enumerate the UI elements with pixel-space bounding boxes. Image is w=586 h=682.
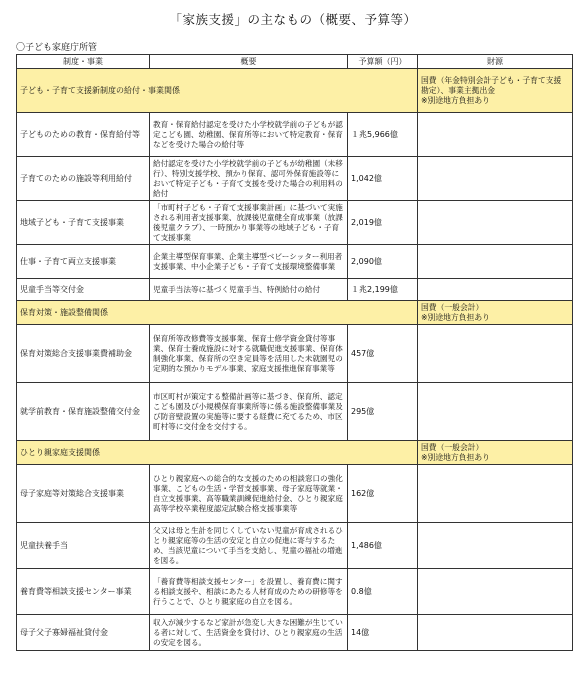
funding-source	[418, 615, 573, 651]
funding-source	[418, 523, 573, 569]
program-name: 保育対策総合支援事業費補助金	[17, 325, 150, 383]
table-row	[17, 245, 573, 279]
table-row	[17, 325, 573, 383]
funding-source: 国費（年金特別会計子ども・子育て支援勘定）、事業主拠出金 ※別途地方負担あり	[418, 69, 573, 113]
funding-source	[418, 279, 573, 301]
program-summary: 「養育費等相談支援センター」を設置し、養育費に関する相談支援や、相談にあたる人材育成のための研修等を行うことで、ひとり親家庭の自立を図る。	[150, 569, 348, 615]
table-row	[17, 615, 573, 651]
budget-amount: 0.8億	[348, 569, 418, 615]
table-row	[17, 569, 573, 615]
header-program: 制度・事業	[17, 55, 150, 69]
funding-source: 国費（一般会計） ※別途地方負担あり	[418, 441, 573, 465]
category-name: ひとり親家庭支援関係	[17, 441, 418, 465]
category-row	[17, 69, 573, 113]
budget-amount: 1,042億	[348, 157, 418, 201]
budget-amount: 162億	[348, 465, 418, 523]
table-row	[17, 279, 573, 301]
header-source: 財源	[418, 55, 573, 69]
program-name: 母子父子寡婦福祉貸付金	[17, 615, 150, 651]
program-name: 児童手当等交付金	[17, 279, 150, 301]
program-summary: 給付認定を受けた小学校就学前の子どもが幼稚園（未移行）、特別支援学校、預かり保育、認可外保育施設等において特定子ども・子育て支援を受けた場合の利用料の給付	[150, 157, 348, 201]
funding-source	[418, 157, 573, 201]
program-summary: 保育所等改修費等支援事業、保育士修学資金貸付等事業、保育士養成施設に対する就職促進支援事業、保育体制強化事業、保育所の空き定員等を活用した未就園児の定期的な預かりモデル事業、家庭支援推進保育事業等	[150, 325, 348, 383]
program-summary: 企業主導型保育事業、企業主導型ベビーシッター利用者支援事業、中小企業子ども・子育て支援環境整備事業	[150, 245, 348, 279]
budget-amount: 457億	[348, 325, 418, 383]
budget-amount: 2,019億	[348, 201, 418, 245]
budget-amount: 14億	[348, 615, 418, 651]
header-summary: 概要	[150, 55, 348, 69]
funding-source	[418, 201, 573, 245]
category-name: 保育対策・施設整備関係	[17, 301, 418, 325]
budget-table	[16, 54, 573, 651]
program-summary: 児童手当法等に基づく児童手当、特例給付の給付	[150, 279, 348, 301]
program-name: 養育費等相談支援センター事業	[17, 569, 150, 615]
category-row	[17, 441, 573, 465]
program-name: 子育てのための施設等利用給付	[17, 157, 150, 201]
funding-source	[418, 325, 573, 383]
program-name: 子どものための教育・保育給付等	[17, 113, 150, 157]
program-summary: ひとり親家庭への総合的な支援のための相談窓口の強化事業、こどもの生活・学習支援事業、母子家庭等就業・自立支援事業、高等職業訓練促進給付金、ひとり親家庭高等学校卒業程度認定試験合格支援事業等	[150, 465, 348, 523]
budget-amount: １兆2,199億	[348, 279, 418, 301]
table-row	[17, 201, 573, 245]
program-summary: 父又は母と生計を同じくしていない児童が育成されるひとり親家庭等の生活の安定と自立の促進に寄与するため、当該児童について手当を支給し、児童の福祉の増進を図る。	[150, 523, 348, 569]
program-name: 就学前教育・保育施設整備交付金	[17, 383, 150, 441]
program-summary: 収入が減少するなど家計が急変し大きな困難が生じている者に対して、生活資金を貸付け、ひとり親家庭の生活の安定を図る。	[150, 615, 348, 651]
category-row	[17, 301, 573, 325]
program-name: 児童扶養手当	[17, 523, 150, 569]
budget-amount: 1,486億	[348, 523, 418, 569]
table-row	[17, 157, 573, 201]
program-summary: 市区町村が策定する整備計画等に基づき、保育所、認定こども園及び小規模保育事業所等に係る施設整備事業及び防音壁設置の実施等に要する経費に充てるため、市区町村等に交付金を交付する。	[150, 383, 348, 441]
table-body	[17, 69, 573, 651]
budget-amount: 2,090億	[348, 245, 418, 279]
funding-source	[418, 245, 573, 279]
table-row	[17, 113, 573, 157]
funding-source: 国費（一般会計） ※別途地方負担あり	[418, 301, 573, 325]
budget-amount: １兆5,966億	[348, 113, 418, 157]
section-heading: 〇子ども家庭庁所管	[16, 43, 98, 53]
program-summary: 教育・保育給付認定を受けた小学校就学前の子どもが認定こども園、幼稚園、保育所等において特定教育・保育などを受けた場合の給付等	[150, 113, 348, 157]
page-title: 「家族支援」の主なもの（概要、予算等）	[169, 12, 417, 27]
program-name: 母子家庭等対策総合支援事業	[17, 465, 150, 523]
funding-source	[418, 113, 573, 157]
program-summary: 「市町村子ども・子育て支援事業計画」に基づいて実施される利用者支援事業、放課後児童健全育成事業（放課後児童クラブ）、一時預かり事業等の地域子ども・子育て支援事業	[150, 201, 348, 245]
funding-source	[418, 465, 573, 523]
funding-source	[418, 569, 573, 615]
program-name: 地域子ども・子育て支援事業	[17, 201, 150, 245]
table-row	[17, 383, 573, 441]
budget-amount: 295億	[348, 383, 418, 441]
header-budget: 予算額（円）	[348, 55, 418, 69]
table-row	[17, 465, 573, 523]
category-name: 子ども・子育て支援新制度の給付・事業関係	[17, 69, 418, 113]
table-row	[17, 523, 573, 569]
program-name: 仕事・子育て両立支援事業	[17, 245, 150, 279]
funding-source	[418, 383, 573, 441]
table-header-row	[17, 55, 573, 69]
